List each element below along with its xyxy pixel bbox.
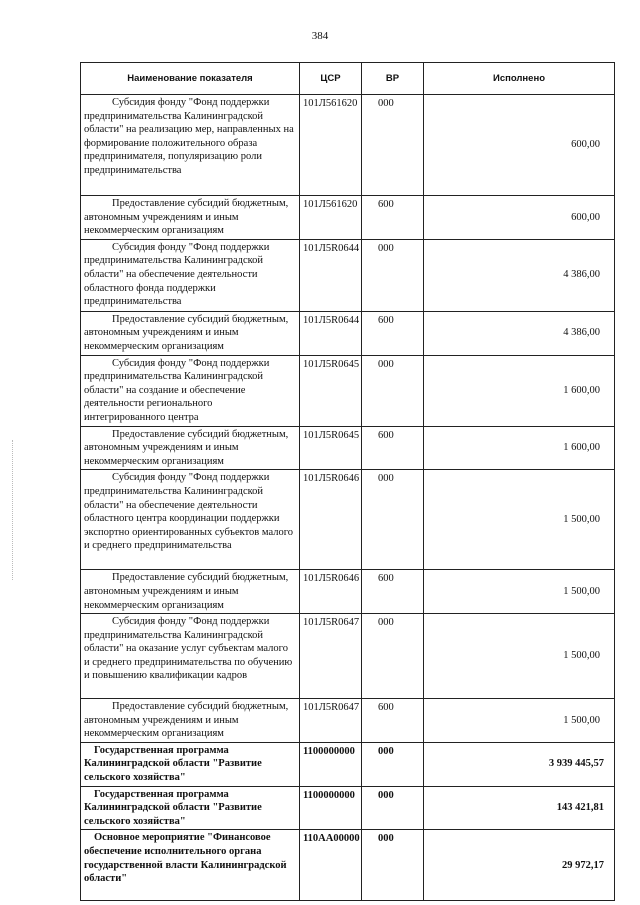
row-amount: 4 386,00 bbox=[424, 239, 615, 311]
row-vr: 000 bbox=[362, 95, 424, 196]
row-csr: 101Л561620 bbox=[300, 196, 362, 240]
header-executed: Исполнено bbox=[424, 63, 615, 95]
table-row bbox=[81, 470, 615, 570]
header-vr: ВР bbox=[362, 63, 424, 95]
scan-edge-mark bbox=[12, 440, 14, 580]
row-amount: 1 500,00 bbox=[424, 470, 615, 570]
row-vr: 000 bbox=[362, 786, 424, 830]
header-name: Наименование показателя bbox=[81, 63, 300, 95]
header-csr: ЦСР bbox=[300, 63, 362, 95]
table-row bbox=[81, 355, 615, 426]
table-row bbox=[81, 786, 615, 830]
row-csr: 101Л5R0646 bbox=[300, 570, 362, 614]
row-amount: 143 421,81 bbox=[424, 786, 615, 830]
row-name: Предоставление субсидий бюджетным, автономным учреждениям и иным некоммерческим организациям bbox=[81, 196, 300, 240]
table-row bbox=[81, 239, 615, 311]
table-row bbox=[81, 699, 615, 743]
row-csr: 101Л5R0647 bbox=[300, 699, 362, 743]
row-vr: 000 bbox=[362, 470, 424, 570]
row-name: Субсидия фонду "Фонд поддержки предпринимательства Калининградской области" на обеспечение деятельности областного центра координации поддержки экспортно ориентированных субъектов малого и среднего предпринимательства bbox=[81, 470, 300, 570]
row-amount: 600,00 bbox=[424, 196, 615, 240]
row-name: Предоставление субсидий бюджетным, автономным учреждениям и иным некоммерческим организациям bbox=[81, 570, 300, 614]
row-amount: 1 500,00 bbox=[424, 699, 615, 743]
table-row bbox=[81, 830, 615, 901]
table-row bbox=[81, 570, 615, 614]
row-vr: 600 bbox=[362, 426, 424, 470]
row-amount: 29 972,17 bbox=[424, 830, 615, 901]
table-row bbox=[81, 196, 615, 240]
row-name: Субсидия фонду "Фонд поддержки предпринимательства Калининградской области" на создание и обеспечение деятельности регионального интегрированного центра bbox=[81, 355, 300, 426]
row-vr: 000 bbox=[362, 742, 424, 786]
row-name: Предоставление субсидий бюджетным, автономным учреждениям и иным некоммерческим организациям bbox=[81, 311, 300, 355]
table-row bbox=[81, 614, 615, 699]
row-amount: 1 500,00 bbox=[424, 614, 615, 699]
row-vr: 600 bbox=[362, 196, 424, 240]
row-amount: 4 386,00 bbox=[424, 311, 615, 355]
row-name: Субсидия фонду "Фонд поддержки предпринимательства Калининградской области" на обеспечение деятельности областного фонда поддержки предпринимательства bbox=[81, 239, 300, 311]
row-csr: 110АА00000 bbox=[300, 830, 362, 901]
row-name: Предоставление субсидий бюджетным, автономным учреждениям и иным некоммерческим организациям bbox=[81, 426, 300, 470]
row-csr: 101Л5R0644 bbox=[300, 239, 362, 311]
row-csr: 101Л5R0645 bbox=[300, 426, 362, 470]
row-amount: 600,00 bbox=[424, 95, 615, 196]
budget-table bbox=[80, 62, 615, 901]
row-amount: 1 600,00 bbox=[424, 426, 615, 470]
row-amount: 1 500,00 bbox=[424, 570, 615, 614]
table-header-row bbox=[81, 63, 615, 95]
row-vr: 000 bbox=[362, 614, 424, 699]
row-amount: 1 600,00 bbox=[424, 355, 615, 426]
row-csr: 101Л5R0645 bbox=[300, 355, 362, 426]
row-csr: 101Л5R0647 bbox=[300, 614, 362, 699]
row-vr: 000 bbox=[362, 355, 424, 426]
row-name: Предоставление субсидий бюджетным, автономным учреждениям и иным некоммерческим организациям bbox=[81, 699, 300, 743]
row-vr: 600 bbox=[362, 311, 424, 355]
row-csr: 1100000000 bbox=[300, 786, 362, 830]
row-vr: 000 bbox=[362, 830, 424, 901]
row-amount: 3 939 445,57 bbox=[424, 742, 615, 786]
row-csr: 101Л561620 bbox=[300, 95, 362, 196]
row-csr: 101Л5R0646 bbox=[300, 470, 362, 570]
row-name: Субсидия фонду "Фонд поддержки предпринимательства Калининградской области" на реализацию мер, направленных на формирование положительного образа предпринимателя, популяризацию роли предпринимательства bbox=[81, 95, 300, 196]
row-name: Государственная программа Калининградской области "Развитие сельского хозяйства" bbox=[81, 786, 300, 830]
row-name: Субсидия фонду "Фонд поддержки предпринимательства Калининградской области" на оказание услуг субъектам малого и среднего предпринимательства по обучению и повышению квалификации кадров bbox=[81, 614, 300, 699]
table-row bbox=[81, 742, 615, 786]
row-name: Основное мероприятие "Финансовое обеспечение исполнительного органа государственной власти Калининградской области" bbox=[81, 830, 300, 901]
row-csr: 101Л5R0644 bbox=[300, 311, 362, 355]
row-csr: 1100000000 bbox=[300, 742, 362, 786]
page-number: 384 bbox=[311, 30, 329, 42]
row-vr: 600 bbox=[362, 570, 424, 614]
table-row bbox=[81, 311, 615, 355]
row-name: Государственная программа Калининградской области "Развитие сельского хозяйства" bbox=[81, 742, 300, 786]
table-row bbox=[81, 95, 615, 196]
row-vr: 000 bbox=[362, 239, 424, 311]
row-vr: 600 bbox=[362, 699, 424, 743]
table-row bbox=[81, 426, 615, 470]
